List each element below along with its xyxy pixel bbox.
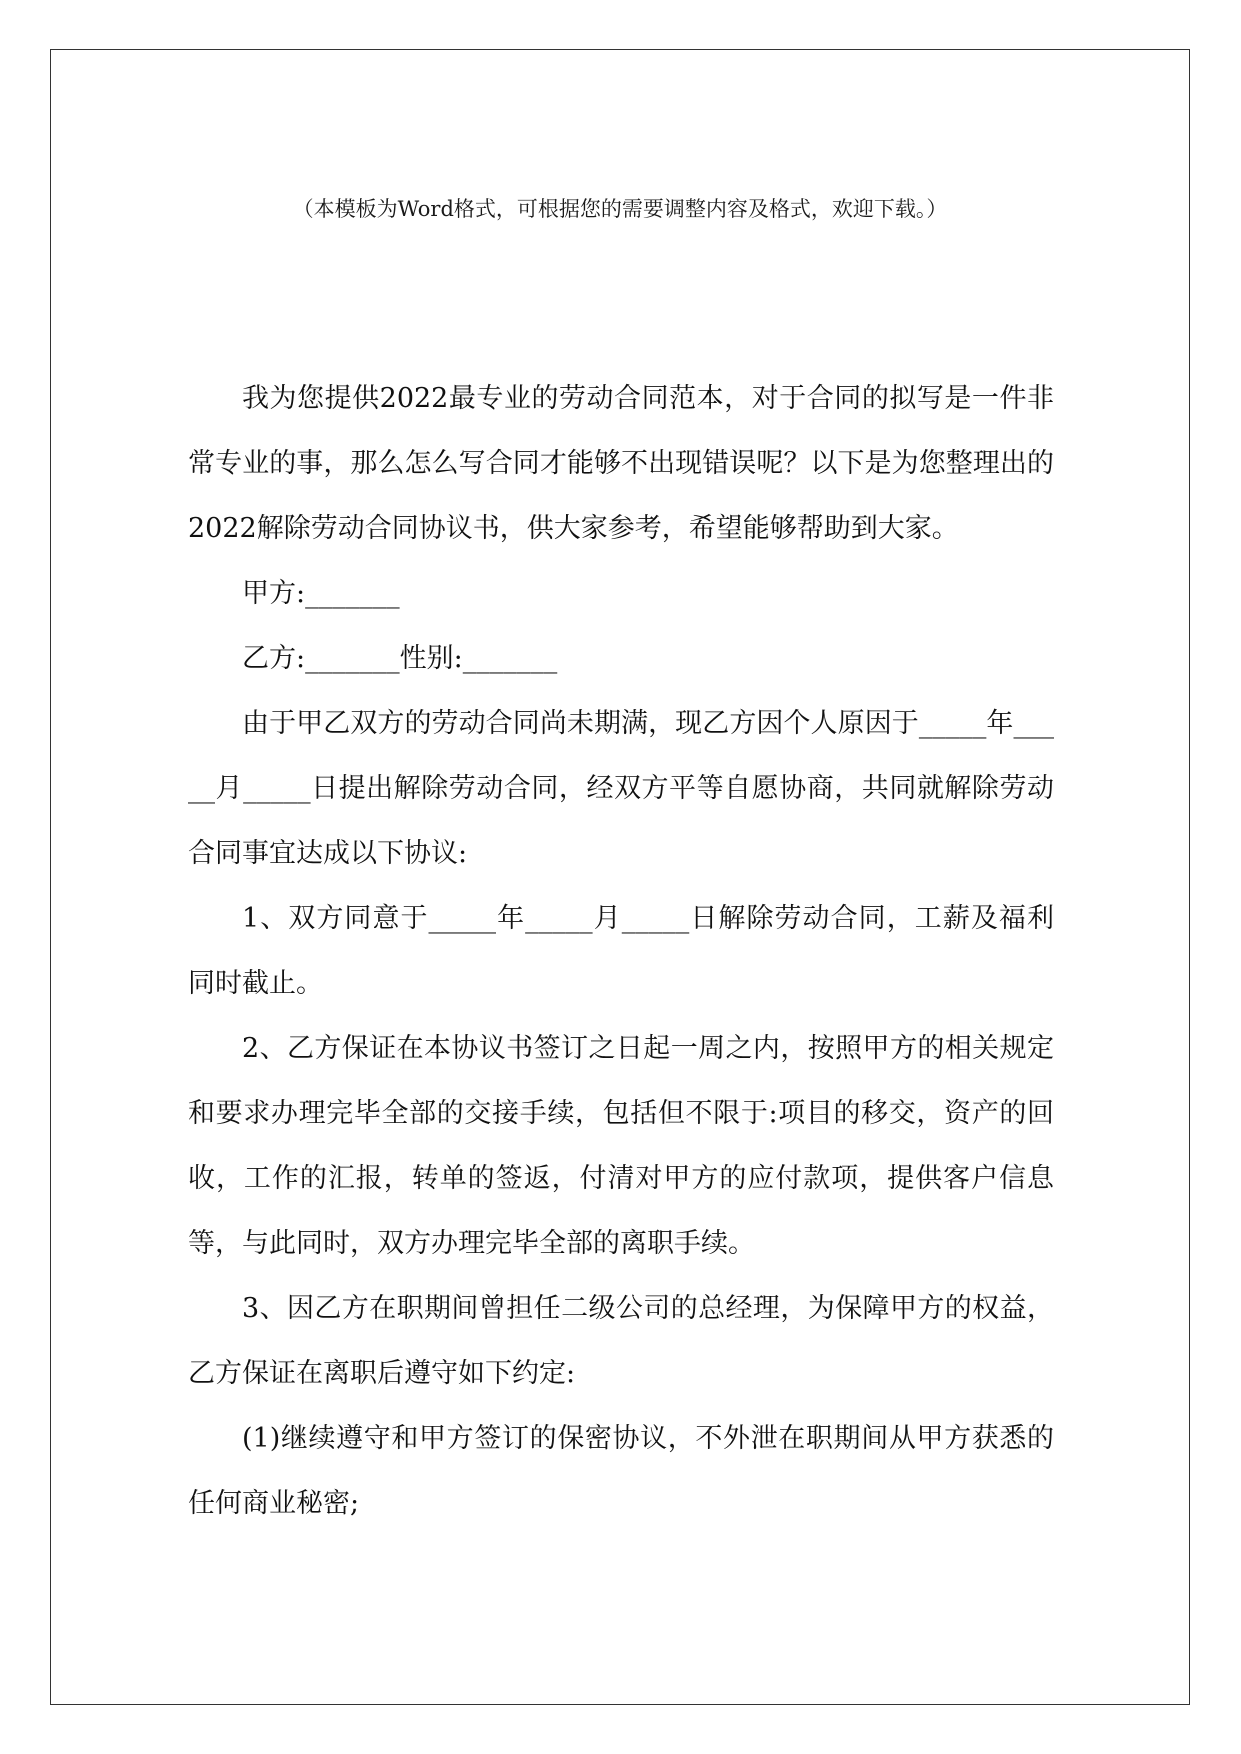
preamble-paragraph: 由于甲乙双方的劳动合同尚未期满，现乙方因个人原因于_____年_____月_____日提出解除劳动合同，经双方平等自愿协商，共同就解除劳动合同事宜达成以下协议: [188,708,1054,869]
party-b-line: 乙方:_______性别:_______ [242,643,558,674]
intro-paragraph: 我为您提供2022最专业的劳动合同范本，对于合同的拟写是一件非常专业的事，那么怎么写合同才能够不出现错误呢？以下是为您整理出的2022解除劳动合同协议书，供大家参考，希望能够帮助到大家。 [188,383,1054,544]
party-a-line: 甲方:_______ [242,578,400,609]
template-note: （本模板为Word格式，可根据您的需要调整内容及格式，欢迎下载。） [292,197,948,221]
clause-1: 1、双方同意于_____年_____月_____日解除劳动合同，工薪及福利同时截止。 [188,903,1054,999]
clause-3-item-1: (1)继续遵守和甲方签订的保密协议，不外泄在职期间从甲方获悉的任何商业秘密; [188,1423,1054,1519]
contract-body [188,366,1054,1536]
clause-2: 2、乙方保证在本协议书签订之日起一周之内，按照甲方的相关规定和要求办理完毕全部的交接手续，包括但不限于:项目的移交，资产的回收，工作的汇报，转单的签返，付清对甲方的应付款项，提供客户信息等，与此同时，双方办理完毕全部的离职手续。 [188,1033,1054,1259]
clause-3: 3、因乙方在职期间曾担任二级公司的总经理，为保障甲方的权益，乙方保证在离职后遵守如下约定: [188,1293,1054,1389]
